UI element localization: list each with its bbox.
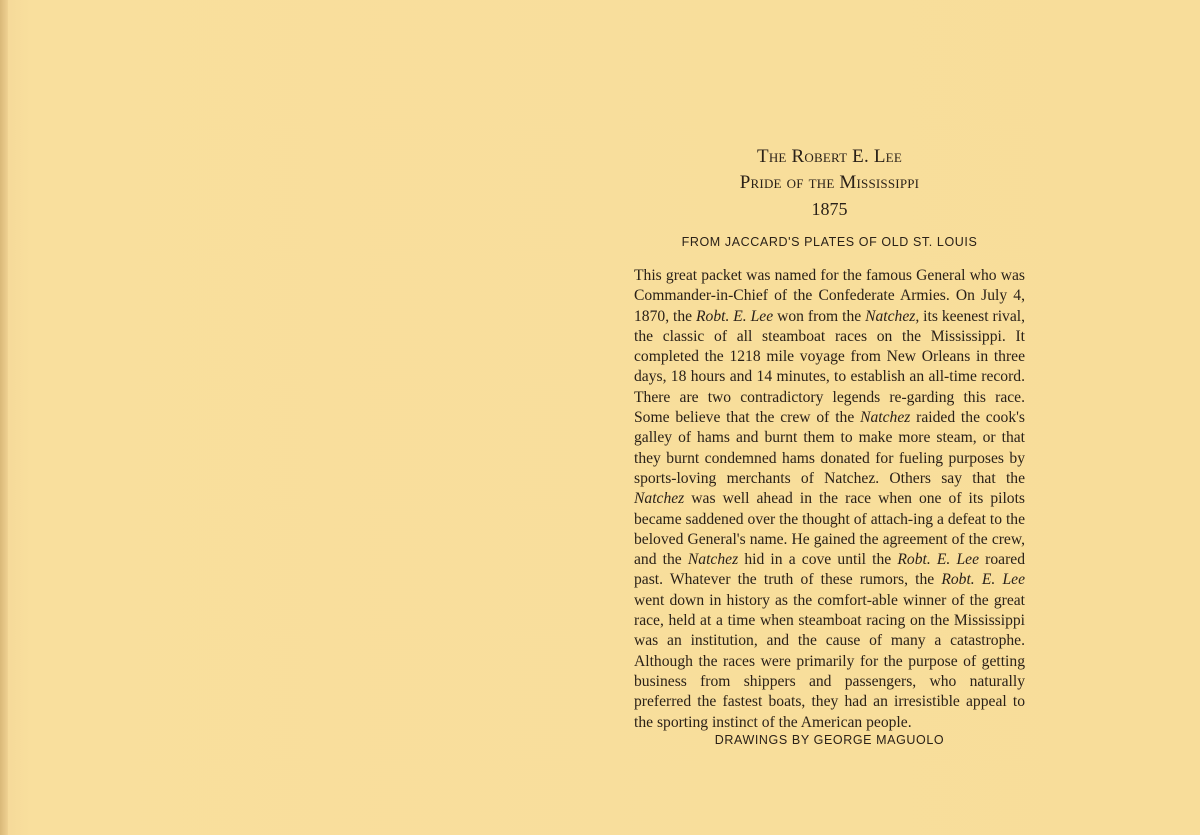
body-italic-boat-name: Robt. E. Lee xyxy=(696,307,774,325)
source-caption: FROM JACCARD'S PLATES OF OLD ST. LOUIS xyxy=(681,235,978,249)
scan-edge-shadow xyxy=(0,0,8,835)
body-text-segment: was well ahead in the race when one of its pilots became saddened over the thought of attach-ing a defeat to the beloved General's name. He gained the agreement of the crew, and the xyxy=(634,490,1025,569)
title-line-2: Pride of the Mississippi xyxy=(739,172,920,193)
body-italic-boat-name: Natchez xyxy=(860,409,911,427)
title-block xyxy=(634,144,1025,222)
body-text-segment: its keenest rival, the classic of all steamboat races on the Mississippi. It completed the 1218 mile voyage from New Orleans in three days, 18 hours and 14 minutes, to establish an all-time record. There are two contradictory legends re-garding this race. Some believe that the crew of the xyxy=(634,307,1025,427)
drawings-credit: DRAWINGS BY GEORGE MAGUOLO xyxy=(714,733,945,747)
title-year: 1875 xyxy=(811,199,848,219)
body-italic-boat-name: Robt. E. Lee xyxy=(897,551,979,569)
body-text-segment: raided the cook's galley of hams and burnt them to make more steam, or that they burnt condemned hams donated for fueling purposes by sports-loving merchants of Natchez. Others say that the xyxy=(634,409,1025,487)
body-text-segment: hid in a cove until the xyxy=(738,551,898,569)
body-text-segment: won from the xyxy=(773,307,866,325)
body-italic-boat-name: Natchez xyxy=(687,551,739,569)
body-text-segment: This great packet was named for the famous General who was Commander-in-Chief of the Confederate Armies. On July 4, 1870, the xyxy=(634,267,1025,325)
body-text-segment: roared past. Whatever the truth of these rumors, the xyxy=(634,551,1025,589)
body-italic-boat-name: Natchez xyxy=(634,490,685,508)
body-text-segment: went down in history as the comfort-able winner of the great race, held at a time when steamboat racing on the Mississippi was an institution, and the cause of many a catastrophe. Although the races were primarily for the purpose of getting business from shippers and passengers, who naturally preferred the fastest boats, they had an irresistible appeal to the sporting instinct of the American people. xyxy=(634,591,1025,731)
body-italic-boat-name: Natchez, xyxy=(865,307,920,325)
body-paragraph xyxy=(634,266,1025,733)
title-line-1: The Robert E. Lee xyxy=(757,146,902,167)
body-italic-boat-name: Robt. E. Lee xyxy=(941,571,1025,589)
